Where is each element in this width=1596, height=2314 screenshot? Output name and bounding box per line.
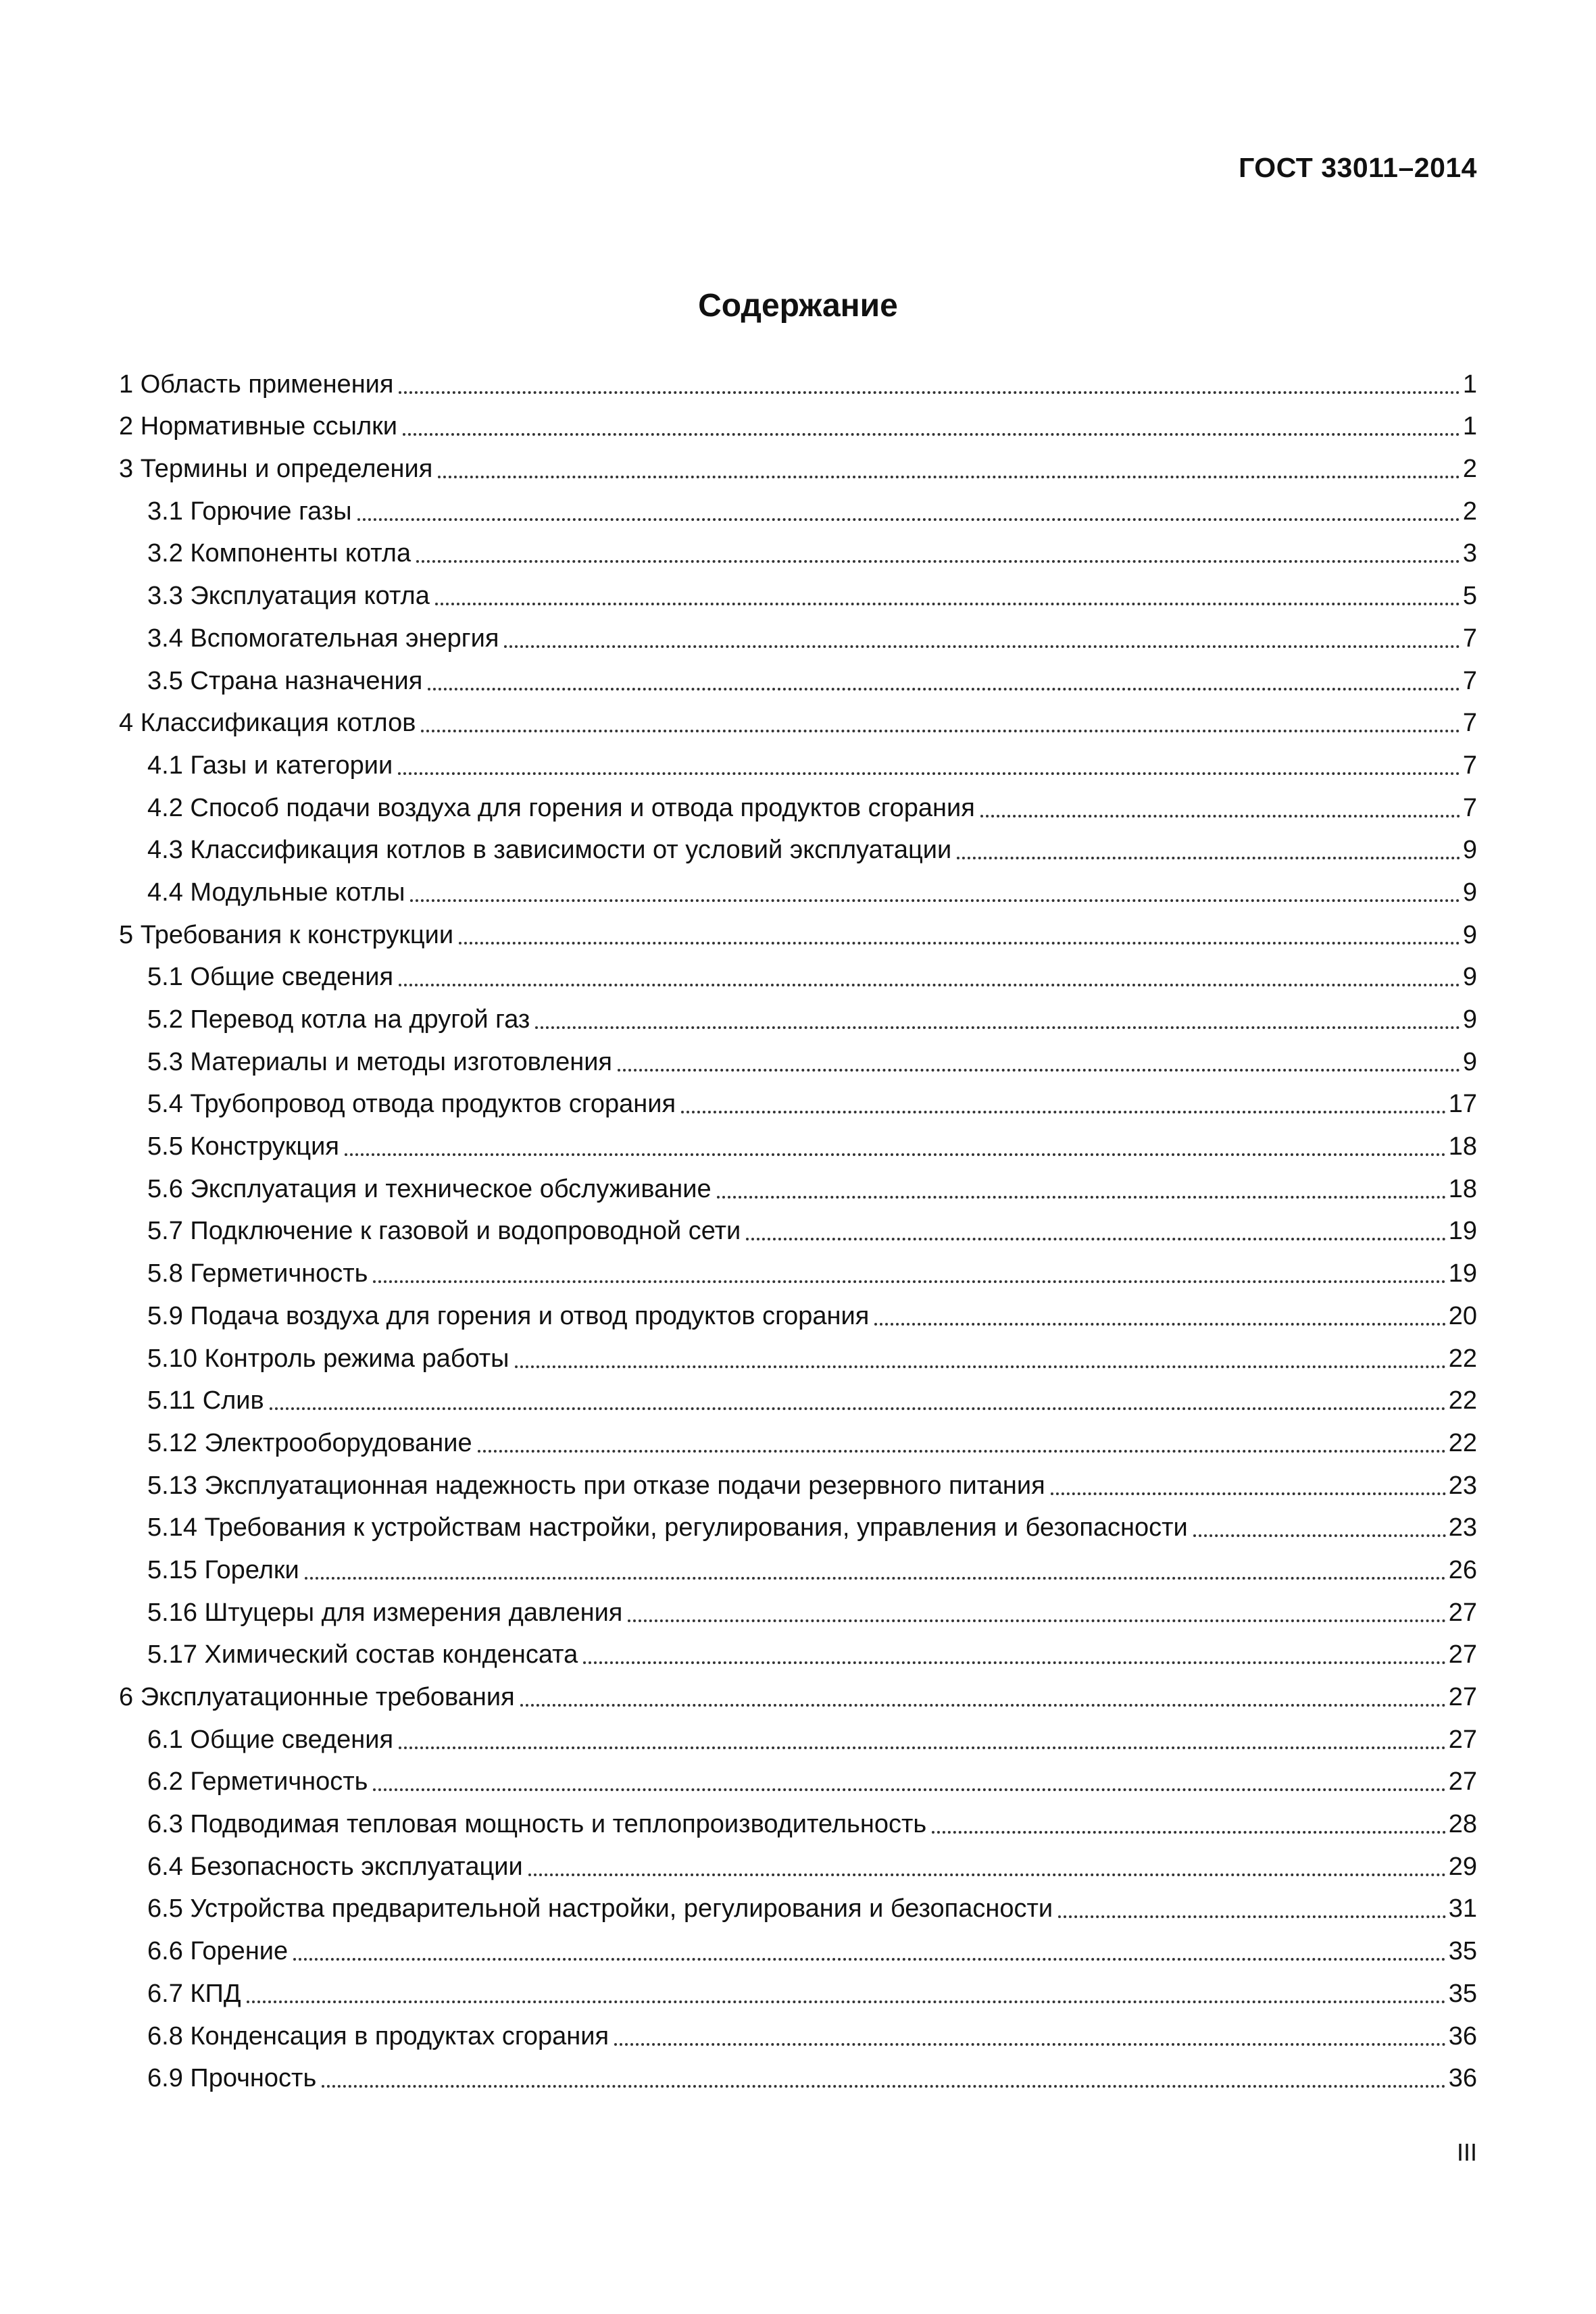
- toc-entry[interactable]: [119, 739, 1477, 782]
- toc-dot-leader: [421, 730, 1460, 732]
- toc-entry-page: 27: [1448, 1767, 1477, 1796]
- toc-entry[interactable]: [119, 528, 1477, 570]
- toc-entry[interactable]: [119, 951, 1477, 994]
- toc-dot-leader: [247, 2001, 1446, 2003]
- toc-entry-page: 7: [1462, 624, 1477, 653]
- toc-entry-page: 5: [1462, 582, 1477, 611]
- toc-entry-label: 6.9 Прочность: [147, 2064, 317, 2093]
- toc-entry[interactable]: [119, 1967, 1477, 2010]
- toc-entry-page: 23: [1448, 1513, 1477, 1542]
- toc-entry-page: 18: [1448, 1174, 1477, 1203]
- toc-entry-label: 4.3 Классификация котлов в зависимости от условий эксплуатации: [147, 836, 952, 865]
- toc-entry-label: 5.15 Горелки: [147, 1555, 299, 1584]
- toc-entry-label: 6.6 Горение: [147, 1937, 289, 1966]
- toc-entry-label: 5.5 Конструкция: [147, 1132, 339, 1161]
- toc-entry-label: 3.4 Вспомогательная энергия: [147, 624, 499, 653]
- toc-entry-page: 7: [1462, 709, 1477, 738]
- toc-entry-page: 2: [1462, 497, 1477, 526]
- toc-dot-leader: [428, 688, 1460, 690]
- toc-dot-leader: [614, 2043, 1446, 2046]
- toc-entry[interactable]: [119, 1290, 1477, 1332]
- toc-dot-leader: [399, 1746, 1446, 1749]
- toc-entry-page: 18: [1448, 1132, 1477, 1161]
- toc-entry-label: 5.14 Требования к устройствам настройки, регулирования, управления и безопасности: [147, 1513, 1188, 1542]
- toc-entry-label: 6.7 КПД: [147, 1979, 241, 2008]
- toc-dot-leader: [520, 1704, 1446, 1707]
- toc-entry[interactable]: [119, 1840, 1477, 1883]
- toc-entry[interactable]: [119, 2010, 1477, 2053]
- toc-dot-leader: [1193, 1534, 1446, 1537]
- toc-dot-leader: [1058, 1915, 1446, 1918]
- toc-entry[interactable]: [119, 1459, 1477, 1502]
- toc-entry-label: 5.2 Перевод котла на другой газ: [147, 1005, 530, 1034]
- toc-dot-leader: [681, 1111, 1446, 1113]
- toc-entry-label: 4 Классификация котлов: [119, 709, 416, 738]
- toc-entry-page: 20: [1448, 1301, 1477, 1330]
- table-of-contents: [119, 358, 1477, 2094]
- toc-dot-leader: [270, 1407, 1446, 1410]
- toc-entry-label: 3.1 Горючие газы: [147, 497, 352, 526]
- toc-entry-page: 19: [1448, 1259, 1477, 1288]
- toc-entry[interactable]: [119, 1417, 1477, 1459]
- toc-entry[interactable]: [119, 570, 1477, 612]
- toc-entry-page: 7: [1462, 793, 1477, 822]
- toc-entry-page: 28: [1448, 1810, 1477, 1839]
- toc-dot-leader: [399, 984, 1460, 986]
- toc-entry-page: 23: [1448, 1471, 1477, 1500]
- toc-entry-label: 5.12 Электрооборудование: [147, 1428, 472, 1457]
- toc-entry[interactable]: [119, 909, 1477, 951]
- toc-entry-label: 5.4 Трубопровод отвода продуктов сгорания: [147, 1090, 676, 1119]
- toc-title: Содержание: [698, 288, 898, 324]
- toc-entry-label: 5.13 Эксплуатационная надежность при отказе подачи резервного питания: [147, 1471, 1045, 1500]
- toc-entry[interactable]: [119, 1671, 1477, 1713]
- toc-dot-leader: [459, 942, 1460, 945]
- toc-dot-leader: [746, 1238, 1445, 1240]
- toc-entry[interactable]: [119, 1883, 1477, 1926]
- toc-entry-label: 5.16 Штуцеры для измерения давления: [147, 1598, 623, 1627]
- toc-entry-page: 29: [1448, 1852, 1477, 1881]
- toc-entry-page: 9: [1462, 920, 1477, 949]
- toc-dot-leader: [345, 1153, 1446, 1156]
- toc-entry-label: 4.4 Модульные котлы: [147, 878, 405, 907]
- toc-entry[interactable]: [119, 1713, 1477, 1756]
- toc-dot-leader: [293, 1958, 1446, 1961]
- toc-entry-page: 35: [1448, 1979, 1477, 2008]
- document-code: ГОСТ 33011–2014: [1239, 152, 1477, 183]
- toc-dot-leader: [399, 391, 1460, 394]
- toc-entry-label: 6.5 Устройства предварительной настройки, регулирования и безопасности: [147, 1894, 1053, 1923]
- toc-entry[interactable]: [119, 1502, 1477, 1544]
- toc-entry[interactable]: [119, 866, 1477, 909]
- toc-entry[interactable]: [119, 824, 1477, 867]
- toc-entry-page: 31: [1448, 1894, 1477, 1923]
- toc-entry-label: 1 Область применения: [119, 370, 394, 399]
- toc-entry[interactable]: [119, 1586, 1477, 1629]
- toc-entry-page: 22: [1448, 1428, 1477, 1457]
- toc-entry-label: 5.9 Подача воздуха для горения и отвод продуктов сгорания: [147, 1301, 870, 1330]
- toc-entry-label: 5.1 Общие сведения: [147, 963, 394, 992]
- toc-dot-leader: [618, 1069, 1460, 1072]
- toc-entry[interactable]: [119, 358, 1477, 401]
- toc-dot-leader: [373, 1280, 1445, 1283]
- toc-entry[interactable]: [119, 401, 1477, 443]
- toc-entry-label: 5.17 Химический состав конденсата: [147, 1640, 578, 1669]
- toc-dot-leader: [305, 1577, 1446, 1580]
- toc-entry[interactable]: [119, 1078, 1477, 1121]
- toc-entry-label: 2 Нормативные ссылки: [119, 412, 397, 441]
- toc-entry-page: 2: [1462, 455, 1477, 484]
- toc-dot-leader: [357, 518, 1460, 521]
- toc-entry-page: 17: [1448, 1090, 1477, 1119]
- toc-dot-leader: [528, 1873, 1446, 1876]
- toc-entry[interactable]: [119, 1756, 1477, 1799]
- toc-dot-leader: [980, 815, 1460, 818]
- toc-entry-label: 5 Требования к конструкции: [119, 920, 454, 949]
- toc-entry[interactable]: [119, 655, 1477, 697]
- toc-dot-leader: [416, 560, 1460, 563]
- page-number: III: [1456, 2138, 1477, 2166]
- toc-entry[interactable]: [119, 612, 1477, 655]
- toc-entry-label: 3.3 Эксплуатация котла: [147, 582, 430, 611]
- toc-dot-leader: [410, 899, 1460, 902]
- toc-entry[interactable]: [119, 1247, 1477, 1290]
- toc-dot-leader: [717, 1196, 1446, 1199]
- toc-entry-page: 22: [1448, 1344, 1477, 1373]
- toc-dot-leader: [373, 1788, 1445, 1791]
- toc-entry-label: 5.8 Герметичность: [147, 1259, 368, 1288]
- toc-entry-page: 36: [1448, 2021, 1477, 2051]
- toc-entry-label: 6 Эксплуатационные требования: [119, 1683, 515, 1711]
- toc-dot-leader: [628, 1619, 1445, 1622]
- toc-entry[interactable]: [119, 1629, 1477, 1671]
- toc-entry-page: 9: [1462, 1047, 1477, 1076]
- toc-entry-page: 27: [1448, 1598, 1477, 1627]
- toc-entry-label: 3.2 Компоненты котла: [147, 539, 412, 568]
- toc-entry-label: 5.6 Эксплуатация и техническое обслуживание: [147, 1174, 712, 1203]
- toc-entry-page: 26: [1448, 1555, 1477, 1584]
- toc-entry-page: 9: [1462, 1005, 1477, 1034]
- toc-entry-page: 27: [1448, 1725, 1477, 1754]
- toc-dot-leader: [515, 1365, 1446, 1368]
- toc-entry-label: 5.11 Слив: [147, 1386, 264, 1415]
- toc-entry[interactable]: [119, 1798, 1477, 1840]
- toc-entry-page: 35: [1448, 1937, 1477, 1966]
- toc-entry[interactable]: [119, 1036, 1477, 1078]
- toc-entry-label: 6.8 Конденсация в продуктах сгорания: [147, 2021, 609, 2051]
- toc-dot-leader: [478, 1450, 1446, 1453]
- toc-entry-page: 9: [1462, 963, 1477, 992]
- toc-entry-page: 9: [1462, 836, 1477, 865]
- toc-entry[interactable]: [119, 1544, 1477, 1586]
- toc-entry[interactable]: [119, 2053, 1477, 2095]
- toc-entry-label: 5.10 Контроль режима работы: [147, 1344, 509, 1373]
- toc-entry-page: 9: [1462, 878, 1477, 907]
- toc-dot-leader: [874, 1323, 1445, 1326]
- toc-dot-leader: [932, 1831, 1446, 1834]
- toc-entry-page: 36: [1448, 2064, 1477, 2093]
- toc-entry-label: 6.3 Подводимая тепловая мощность и теплопроизводительность: [147, 1810, 927, 1839]
- toc-dot-leader: [957, 857, 1460, 859]
- toc-entry[interactable]: [119, 1925, 1477, 1967]
- toc-dot-leader: [438, 476, 1460, 478]
- toc-entry[interactable]: [119, 443, 1477, 485]
- toc-dot-leader: [435, 603, 1460, 605]
- toc-dot-leader: [1051, 1492, 1446, 1495]
- toc-entry[interactable]: [119, 782, 1477, 824]
- toc-entry[interactable]: [119, 697, 1477, 740]
- toc-entry[interactable]: [119, 993, 1477, 1036]
- toc-entry-page: 7: [1462, 751, 1477, 780]
- toc-entry-page: 1: [1462, 370, 1477, 399]
- toc-entry-page: 1: [1462, 412, 1477, 441]
- toc-entry-label: 3.5 Страна назначения: [147, 666, 423, 695]
- toc-entry[interactable]: [119, 1375, 1477, 1417]
- toc-entry-label: 5.3 Материалы и методы изготовления: [147, 1047, 613, 1076]
- toc-dot-leader: [322, 2085, 1445, 2088]
- toc-entry-label: 6.1 Общие сведения: [147, 1725, 394, 1754]
- toc-entry-label: 3 Термины и определения: [119, 455, 433, 484]
- toc-dot-leader: [583, 1661, 1445, 1664]
- toc-entry-label: 6.2 Герметичность: [147, 1767, 368, 1796]
- toc-entry[interactable]: [119, 485, 1477, 528]
- toc-dot-leader: [504, 645, 1460, 648]
- toc-entry-label: 4.2 Способ подачи воздуха для горения и отвода продуктов сгорания: [147, 793, 975, 822]
- toc-entry-page: 3: [1462, 539, 1477, 568]
- toc-entry-label: 6.4 Безопасность эксплуатации: [147, 1852, 523, 1881]
- toc-entry-page: 22: [1448, 1386, 1477, 1415]
- toc-entry-page: 27: [1448, 1683, 1477, 1711]
- toc-entry-page: 27: [1448, 1640, 1477, 1669]
- toc-dot-leader: [398, 772, 1460, 775]
- toc-entry[interactable]: [119, 1205, 1477, 1248]
- toc-dot-leader: [535, 1026, 1460, 1029]
- toc-entry[interactable]: [119, 1332, 1477, 1375]
- toc-entry-page: 7: [1462, 666, 1477, 695]
- toc-entry[interactable]: [119, 1120, 1477, 1163]
- toc-entry-label: 4.1 Газы и категории: [147, 751, 393, 780]
- toc-dot-leader: [403, 433, 1460, 436]
- toc-entry-label: 5.7 Подключение к газовой и водопроводной сети: [147, 1217, 741, 1246]
- toc-entry[interactable]: [119, 1163, 1477, 1205]
- toc-entry-page: 19: [1448, 1217, 1477, 1246]
